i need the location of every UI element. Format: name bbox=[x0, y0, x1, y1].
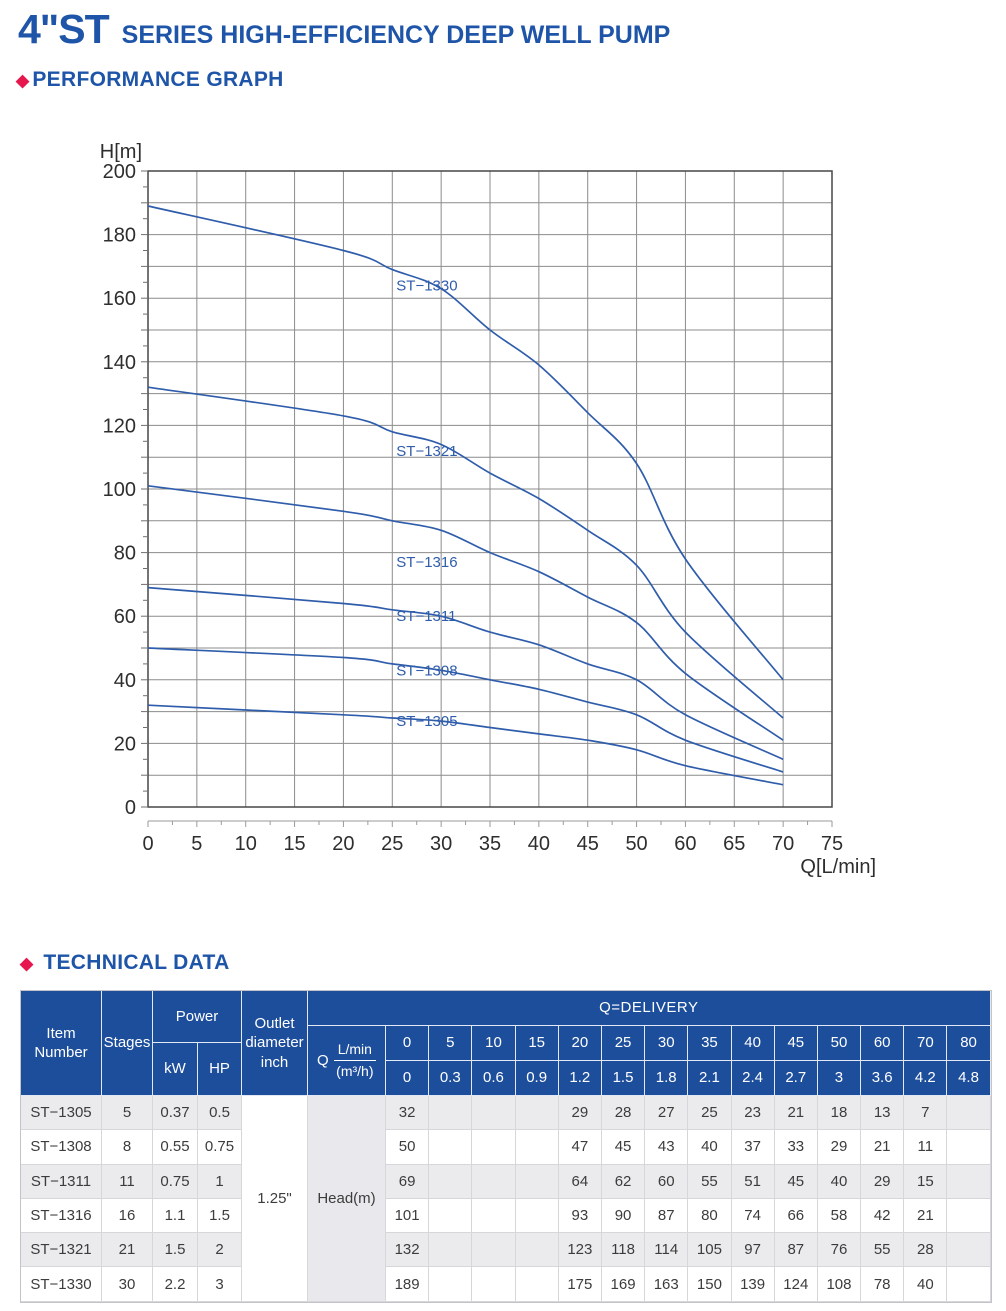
cell-head-value bbox=[472, 1233, 515, 1267]
cell-head-value: 21 bbox=[904, 1199, 947, 1233]
cell-hp: 0.75 bbox=[198, 1130, 242, 1164]
header-cell-m3h-value: 1.2 bbox=[559, 1061, 602, 1096]
cell-head-value: 90 bbox=[602, 1199, 645, 1233]
cell-head-value: 40 bbox=[688, 1130, 731, 1164]
cell-head-value: 60 bbox=[645, 1165, 688, 1199]
cell-head-value: 21 bbox=[861, 1130, 904, 1164]
cell-head-value: 76 bbox=[818, 1233, 861, 1267]
cell-item-number: ST−1321 bbox=[21, 1233, 102, 1267]
cell-head-value: 50 bbox=[386, 1130, 429, 1164]
cell-head-value: 40 bbox=[818, 1165, 861, 1199]
cell-head-value: 55 bbox=[688, 1165, 731, 1199]
header-cell-m3h-value: 0.3 bbox=[429, 1061, 472, 1096]
header-cell-lmin-value: 50 bbox=[818, 1026, 861, 1061]
cell-head-value: 23 bbox=[732, 1096, 775, 1130]
cell-head-value bbox=[947, 1199, 990, 1233]
header-cell-hp: HP bbox=[198, 1043, 242, 1096]
cell-head-value: 62 bbox=[602, 1165, 645, 1199]
header-cell-m3h-value: 4.2 bbox=[904, 1061, 947, 1096]
curve-label-st-1316: ST−1316 bbox=[396, 554, 458, 572]
header-cell-lmin-value: 30 bbox=[645, 1026, 688, 1061]
y-tick-label: 20 bbox=[113, 733, 136, 756]
cell-head-value bbox=[472, 1199, 515, 1233]
header-cell-m3h-value: 1.8 bbox=[645, 1061, 688, 1096]
cell-kw: 1.5 bbox=[153, 1233, 198, 1267]
cell-head-value: 45 bbox=[602, 1130, 645, 1164]
cell-head-value: 51 bbox=[732, 1165, 775, 1199]
cell-head-value: 78 bbox=[861, 1267, 904, 1301]
q-units-fraction bbox=[334, 1041, 376, 1080]
cell-head-value bbox=[429, 1096, 472, 1130]
cell-head-value bbox=[472, 1165, 515, 1199]
header-cell-m3h-value: 2.7 bbox=[775, 1061, 818, 1096]
series-code: 4"ST bbox=[18, 6, 109, 52]
cell-stages: 16 bbox=[102, 1199, 153, 1233]
cell-head-value: 123 bbox=[559, 1233, 602, 1267]
cell-hp: 2 bbox=[198, 1233, 242, 1267]
cell-item-number: ST−1330 bbox=[21, 1267, 102, 1301]
cell-head-value: 32 bbox=[386, 1096, 429, 1130]
cell-kw: 2.2 bbox=[153, 1267, 198, 1301]
x-tick-label: 65 bbox=[723, 833, 746, 855]
cell-head-value: 101 bbox=[386, 1199, 429, 1233]
cell-head-value bbox=[947, 1096, 990, 1130]
header-cell-lmin-value: 20 bbox=[559, 1026, 602, 1061]
cell-head-value: 175 bbox=[559, 1267, 602, 1301]
header-cell-m3h-value: 4.8 bbox=[947, 1061, 990, 1096]
cell-head-value bbox=[429, 1165, 472, 1199]
cell-head-value: 29 bbox=[861, 1165, 904, 1199]
cell-head-value: 150 bbox=[688, 1267, 731, 1301]
cell-item-number: ST−1316 bbox=[21, 1199, 102, 1233]
cell-head-value bbox=[947, 1165, 990, 1199]
x-tick-label: 75 bbox=[820, 833, 844, 855]
cell-head-value bbox=[516, 1233, 559, 1267]
header-cell-m3h-value: 0 bbox=[386, 1061, 429, 1096]
series-description: SERIES HIGH-EFFICIENCY DEEP WELL PUMP bbox=[121, 21, 671, 49]
x-tick-label: 5 bbox=[191, 833, 203, 855]
x-tick-label: 45 bbox=[576, 833, 599, 855]
cell-head-value: 21 bbox=[775, 1096, 818, 1130]
x-tick-label: 15 bbox=[283, 833, 306, 855]
header-cell-m3h-value: 3.6 bbox=[861, 1061, 904, 1096]
cell-head-value: 42 bbox=[861, 1199, 904, 1233]
cell-head-value: 114 bbox=[645, 1233, 688, 1267]
q-symbol: Q bbox=[317, 1051, 329, 1069]
cell-head-value bbox=[429, 1199, 472, 1233]
cell-head-value bbox=[516, 1130, 559, 1164]
curve-label-st-1330: ST−1330 bbox=[396, 277, 458, 295]
cell-head-value: 105 bbox=[688, 1233, 731, 1267]
header-cell-m3h-value: 0.9 bbox=[516, 1061, 559, 1096]
x-tick-label: 35 bbox=[478, 833, 502, 855]
x-tick-label: 0 bbox=[142, 833, 154, 855]
header-cell-stages: Stages bbox=[102, 991, 153, 1096]
cell-head-value bbox=[516, 1165, 559, 1199]
cell-head-value bbox=[472, 1130, 515, 1164]
header-cell-lmin-value: 0 bbox=[386, 1026, 429, 1061]
cell-head-value: 29 bbox=[559, 1096, 602, 1130]
curve-label-st-1305: ST−1305 bbox=[396, 713, 458, 731]
y-axis-title: H[m] bbox=[99, 141, 142, 163]
header-cell-m3h-value: 2.4 bbox=[732, 1061, 775, 1096]
header-cell-lmin-value: 70 bbox=[904, 1026, 947, 1061]
header-cell-m3h-value: 3 bbox=[818, 1061, 861, 1096]
y-tick-label: 40 bbox=[113, 669, 136, 692]
y-tick-label: 140 bbox=[102, 351, 136, 374]
curve-label-st-1321: ST−1321 bbox=[396, 442, 458, 460]
cell-head-value bbox=[516, 1267, 559, 1301]
curve-st-1311 bbox=[148, 588, 783, 760]
header-cell-lmin-value: 25 bbox=[602, 1026, 645, 1061]
cell-head-value: 58 bbox=[818, 1199, 861, 1233]
header-cell-lmin-value: 40 bbox=[732, 1026, 775, 1061]
header-cell-power: Power bbox=[153, 991, 242, 1043]
cell-head-value: 69 bbox=[386, 1165, 429, 1199]
cell-stages: 30 bbox=[102, 1267, 153, 1301]
q-unit-lmin: L/min bbox=[334, 1041, 376, 1061]
header-cell-outlet-diameter: Outlet diameter inch bbox=[242, 991, 308, 1096]
y-tick-label: 200 bbox=[102, 161, 136, 183]
technical-data-table bbox=[20, 990, 992, 1303]
cell-head-value: 163 bbox=[645, 1267, 688, 1301]
diamond-icon: ◆ bbox=[16, 70, 30, 90]
cell-stages: 11 bbox=[102, 1165, 153, 1199]
x-tick-label: 20 bbox=[332, 833, 355, 855]
cell-head-value: 40 bbox=[904, 1267, 947, 1301]
curve-label-st-1311: ST−1311 bbox=[396, 608, 457, 626]
cell-head-label: Head(m) bbox=[308, 1096, 386, 1302]
section-heading-label: PERFORMANCE GRAPH bbox=[32, 68, 284, 91]
y-tick-label: 60 bbox=[113, 606, 136, 629]
cell-head-value: 97 bbox=[732, 1233, 775, 1267]
cell-hp: 0.5 bbox=[198, 1096, 242, 1130]
cell-head-value bbox=[516, 1096, 559, 1130]
header-cell-lmin-value: 10 bbox=[472, 1026, 515, 1061]
cell-head-value: 189 bbox=[386, 1267, 429, 1301]
curve-st-1305 bbox=[148, 705, 783, 785]
cell-head-value bbox=[429, 1233, 472, 1267]
curve-st-1330 bbox=[148, 206, 783, 680]
header-cell-kw: kW bbox=[153, 1043, 198, 1096]
cell-head-value: 124 bbox=[775, 1267, 818, 1301]
cell-head-value: 28 bbox=[602, 1096, 645, 1130]
cell-head-value: 25 bbox=[688, 1096, 731, 1130]
cell-head-value: 37 bbox=[732, 1130, 775, 1164]
cell-head-value bbox=[472, 1267, 515, 1301]
cell-kw: 0.75 bbox=[153, 1165, 198, 1199]
x-tick-label: 40 bbox=[527, 833, 550, 855]
cell-head-value bbox=[472, 1096, 515, 1130]
x-tick-label: 30 bbox=[430, 833, 453, 855]
cell-head-value: 29 bbox=[818, 1130, 861, 1164]
cell-head-value: 11 bbox=[904, 1130, 947, 1164]
header-cell-lmin-value: 45 bbox=[775, 1026, 818, 1061]
cell-item-number: ST−1308 bbox=[21, 1130, 102, 1164]
cell-head-value: 66 bbox=[775, 1199, 818, 1233]
header-cell-m3h-value: 1.5 bbox=[602, 1061, 645, 1096]
header-cell-item-number: Item Number bbox=[21, 991, 102, 1096]
cell-head-value: 33 bbox=[775, 1130, 818, 1164]
cell-head-value: 45 bbox=[775, 1165, 818, 1199]
curve-st-1316 bbox=[148, 486, 783, 740]
cell-kw: 1.1 bbox=[153, 1199, 198, 1233]
cell-item-number: ST−1305 bbox=[21, 1096, 102, 1130]
header-cell-q-units bbox=[308, 1026, 386, 1096]
y-tick-label: 100 bbox=[102, 479, 136, 501]
cell-stages: 5 bbox=[102, 1096, 153, 1130]
x-axis-title: Q[L/min] bbox=[800, 856, 876, 878]
y-tick-label: 80 bbox=[113, 542, 136, 565]
cell-head-value: 87 bbox=[645, 1199, 688, 1233]
cell-head-value: 47 bbox=[559, 1130, 602, 1164]
cell-head-value: 13 bbox=[861, 1096, 904, 1130]
curve-label-st-1308: ST−1308 bbox=[396, 662, 458, 680]
cell-head-value: 108 bbox=[818, 1267, 861, 1301]
cell-hp: 1 bbox=[198, 1165, 242, 1199]
header-cell-lmin-value: 80 bbox=[947, 1026, 990, 1061]
section-heading-technical-data bbox=[20, 951, 230, 975]
cell-head-value: 118 bbox=[602, 1233, 645, 1267]
cell-head-value: 139 bbox=[732, 1267, 775, 1301]
header-cell-lmin-value: 15 bbox=[516, 1026, 559, 1061]
header-cell-m3h-value: 0.6 bbox=[472, 1061, 515, 1096]
cell-head-value: 93 bbox=[559, 1199, 602, 1233]
cell-head-value: 132 bbox=[386, 1233, 429, 1267]
cell-kw: 0.37 bbox=[153, 1096, 198, 1130]
header-cell-m3h-value: 2.1 bbox=[688, 1061, 731, 1096]
cell-head-value bbox=[947, 1267, 990, 1301]
cell-hp: 3 bbox=[198, 1267, 242, 1301]
cell-head-value: 18 bbox=[818, 1096, 861, 1130]
y-tick-label: 120 bbox=[102, 415, 136, 438]
cell-hp: 1.5 bbox=[198, 1199, 242, 1233]
y-tick-label: 160 bbox=[102, 288, 136, 311]
x-tick-label: 25 bbox=[381, 833, 404, 855]
diamond-icon: ◆ bbox=[20, 953, 34, 973]
cell-stages: 8 bbox=[102, 1130, 153, 1164]
cell-item-number: ST−1311 bbox=[21, 1165, 102, 1199]
cell-head-value: 7 bbox=[904, 1096, 947, 1130]
cell-head-value: 55 bbox=[861, 1233, 904, 1267]
x-tick-label: 10 bbox=[234, 833, 257, 855]
cell-head-value bbox=[516, 1199, 559, 1233]
cell-head-value: 87 bbox=[775, 1233, 818, 1267]
cell-head-value: 80 bbox=[688, 1199, 731, 1233]
cell-head-value: 27 bbox=[645, 1096, 688, 1130]
cell-head-value: 28 bbox=[904, 1233, 947, 1267]
header-cell-q-delivery: Q=DELIVERY bbox=[308, 991, 991, 1026]
cell-head-value: 169 bbox=[602, 1267, 645, 1301]
header-cell-lmin-value: 5 bbox=[429, 1026, 472, 1061]
cell-head-value bbox=[429, 1267, 472, 1301]
section-heading-label: TECHNICAL DATA bbox=[43, 951, 230, 974]
x-tick-label: 70 bbox=[772, 833, 795, 855]
cell-outlet-diameter-value: 1.25" bbox=[242, 1096, 308, 1302]
x-tick-label: 60 bbox=[674, 833, 697, 855]
cell-kw: 0.55 bbox=[153, 1130, 198, 1164]
cell-head-value bbox=[947, 1130, 990, 1164]
cell-head-value: 15 bbox=[904, 1165, 947, 1199]
x-tick-label: 50 bbox=[625, 833, 648, 855]
y-tick-label: 0 bbox=[124, 797, 136, 819]
y-tick-label: 180 bbox=[102, 224, 136, 247]
header-cell-lmin-value: 35 bbox=[688, 1026, 731, 1061]
cell-head-value bbox=[947, 1233, 990, 1267]
cell-head-value bbox=[429, 1130, 472, 1164]
header-cell-lmin-value: 60 bbox=[861, 1026, 904, 1061]
q-unit-m3h: (m³/h) bbox=[336, 1063, 374, 1079]
cell-head-value: 43 bbox=[645, 1130, 688, 1164]
cell-stages: 21 bbox=[102, 1233, 153, 1267]
cell-head-value: 64 bbox=[559, 1165, 602, 1199]
cell-head-value: 74 bbox=[732, 1199, 775, 1233]
